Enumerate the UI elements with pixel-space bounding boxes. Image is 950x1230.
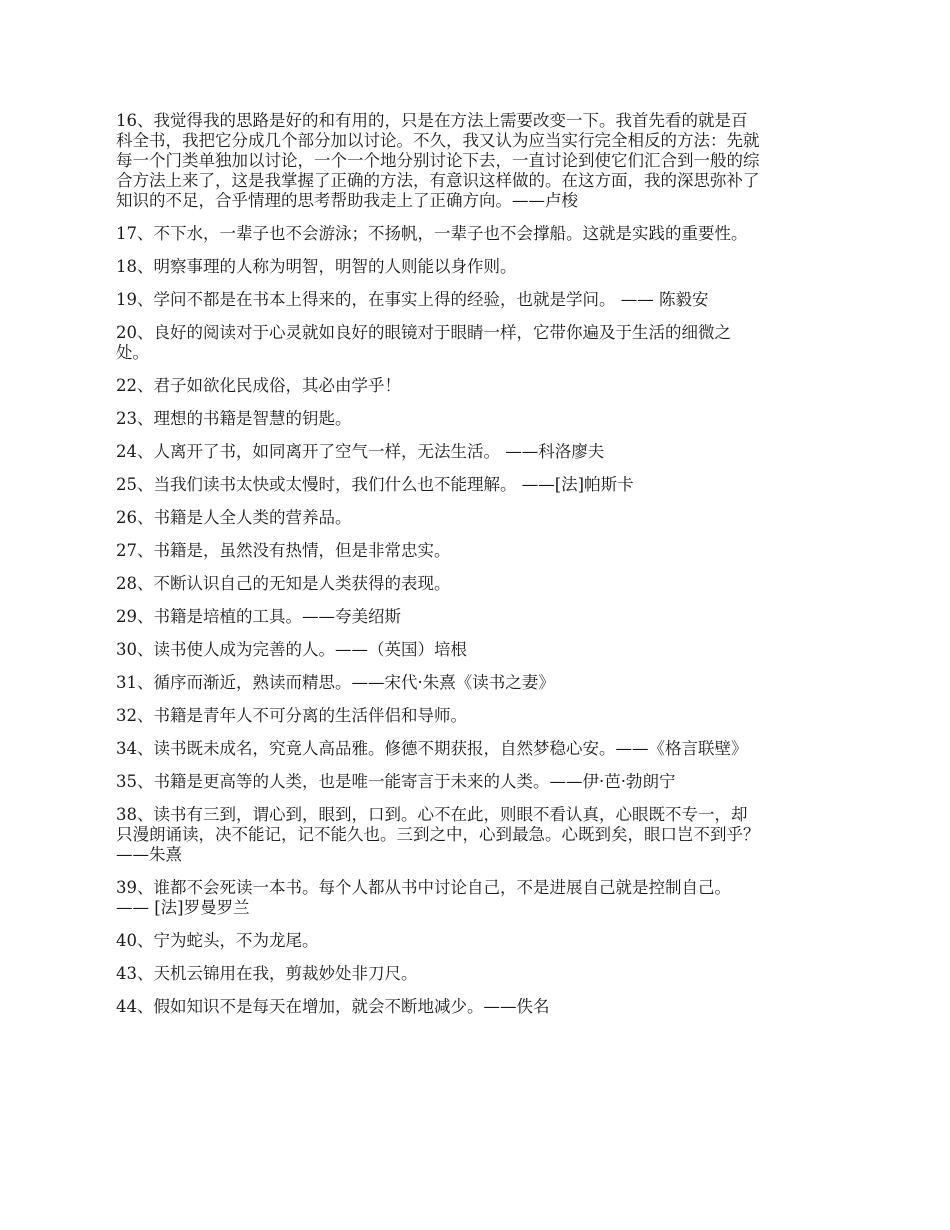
quote-16: 16、我觉得我的思路是好的和有用的，只是在方法上需要改变一下。我首先看的就是百 科全书，我把它分成几个部分加以讨论。不久，我又认为应当实行完全相反的方法：先就 每一个门类单独加以讨论，一个一个地分别讨论下去，一直讨论到使它们汇合到一般的综 合方法上来了，这是我掌握了正确的方法，有意识这样做的。在这方面，我的深思弥补了 知识的不足，合乎情理的思考帮助我走上了正确方向。——卢梭 — [116, 111, 760, 210]
quote-30: 30、读书使人成为完善的人。——（英国）培根 — [116, 640, 467, 659]
quote-29: 29、书籍是培植的工具。——夸美绍斯 — [116, 607, 401, 626]
quote-39: 39、谁都不会死读一本书。每个人都从书中讨论自己，不是进展自己就是控制自己。 —— [法]罗曼罗兰 — [116, 878, 731, 917]
quote-20: 20、良好的阅读对于心灵就如良好的眼镜对于眼睛一样，它带你遍及于生活的细微之 处。 — [116, 323, 731, 362]
quote-19: 19、学问不都是在书本上得来的，在事实上得的经验，也就是学问。 —— 陈毅安 — [116, 290, 709, 309]
quote-27: 27、书籍是，虽然没有热情，但是非常忠实。 — [116, 541, 451, 560]
quote-22: 22、君子如欲化民成俗，其必由学乎！ — [116, 376, 401, 395]
quote-44: 44、假如知识不是每天在增加，就会不断地减少。——佚名 — [116, 997, 550, 1016]
quote-38: 38、读书有三到，谓心到，眼到，口到。心不在此，则眼不看认真，心眼既不专一，却 只漫朗诵读，决不能记，记不能久也。三到之中，心到最急。心既到矣，眼口岂不到乎？ ——朱熹 — [116, 805, 760, 864]
quote-35: 35、书籍是更高等的人类，也是唯一能寄言于未来的人类。——伊·芭·勃朗宁 — [116, 772, 676, 791]
quote-40: 40、宁为蛇头，不为龙尾。 — [116, 931, 319, 950]
quote-25: 25、当我们读书太快或太慢时，我们什么也不能理解。 ——[法]帕斯卡 — [116, 475, 634, 494]
quote-32: 32、书籍是青年人不可分离的生活伴侣和导师。 — [116, 706, 467, 725]
quote-43: 43、天机云锦用在我，剪裁妙处非刀尺。 — [116, 964, 418, 983]
quote-26: 26、书籍是人全人类的营养品。 — [116, 508, 352, 527]
quote-17: 17、不下水，一辈子也不会游泳；不扬帆，一辈子也不会撑船。这就是实践的重要性。 — [116, 224, 748, 243]
quote-28: 28、不断认识自己的无知是人类获得的表现。 — [116, 574, 451, 593]
quote-24: 24、人离开了书，如同离开了空气一样，无法生活。 ——科洛廖夫 — [116, 442, 605, 461]
quote-list — [116, 111, 844, 1030]
quote-34: 34、读书既未成名，究竟人高品雅。修德不期获报，自然梦稳心安。——《格言联壁》 — [116, 739, 748, 758]
quote-23: 23、理想的书籍是智慧的钥匙。 — [116, 409, 352, 428]
quote-31: 31、循序而渐近，熟读而精思。——宋代·朱熹《读书之妻》 — [116, 673, 555, 692]
quote-18: 18、明察事理的人称为明智，明智的人则能以身作则。 — [116, 257, 517, 276]
